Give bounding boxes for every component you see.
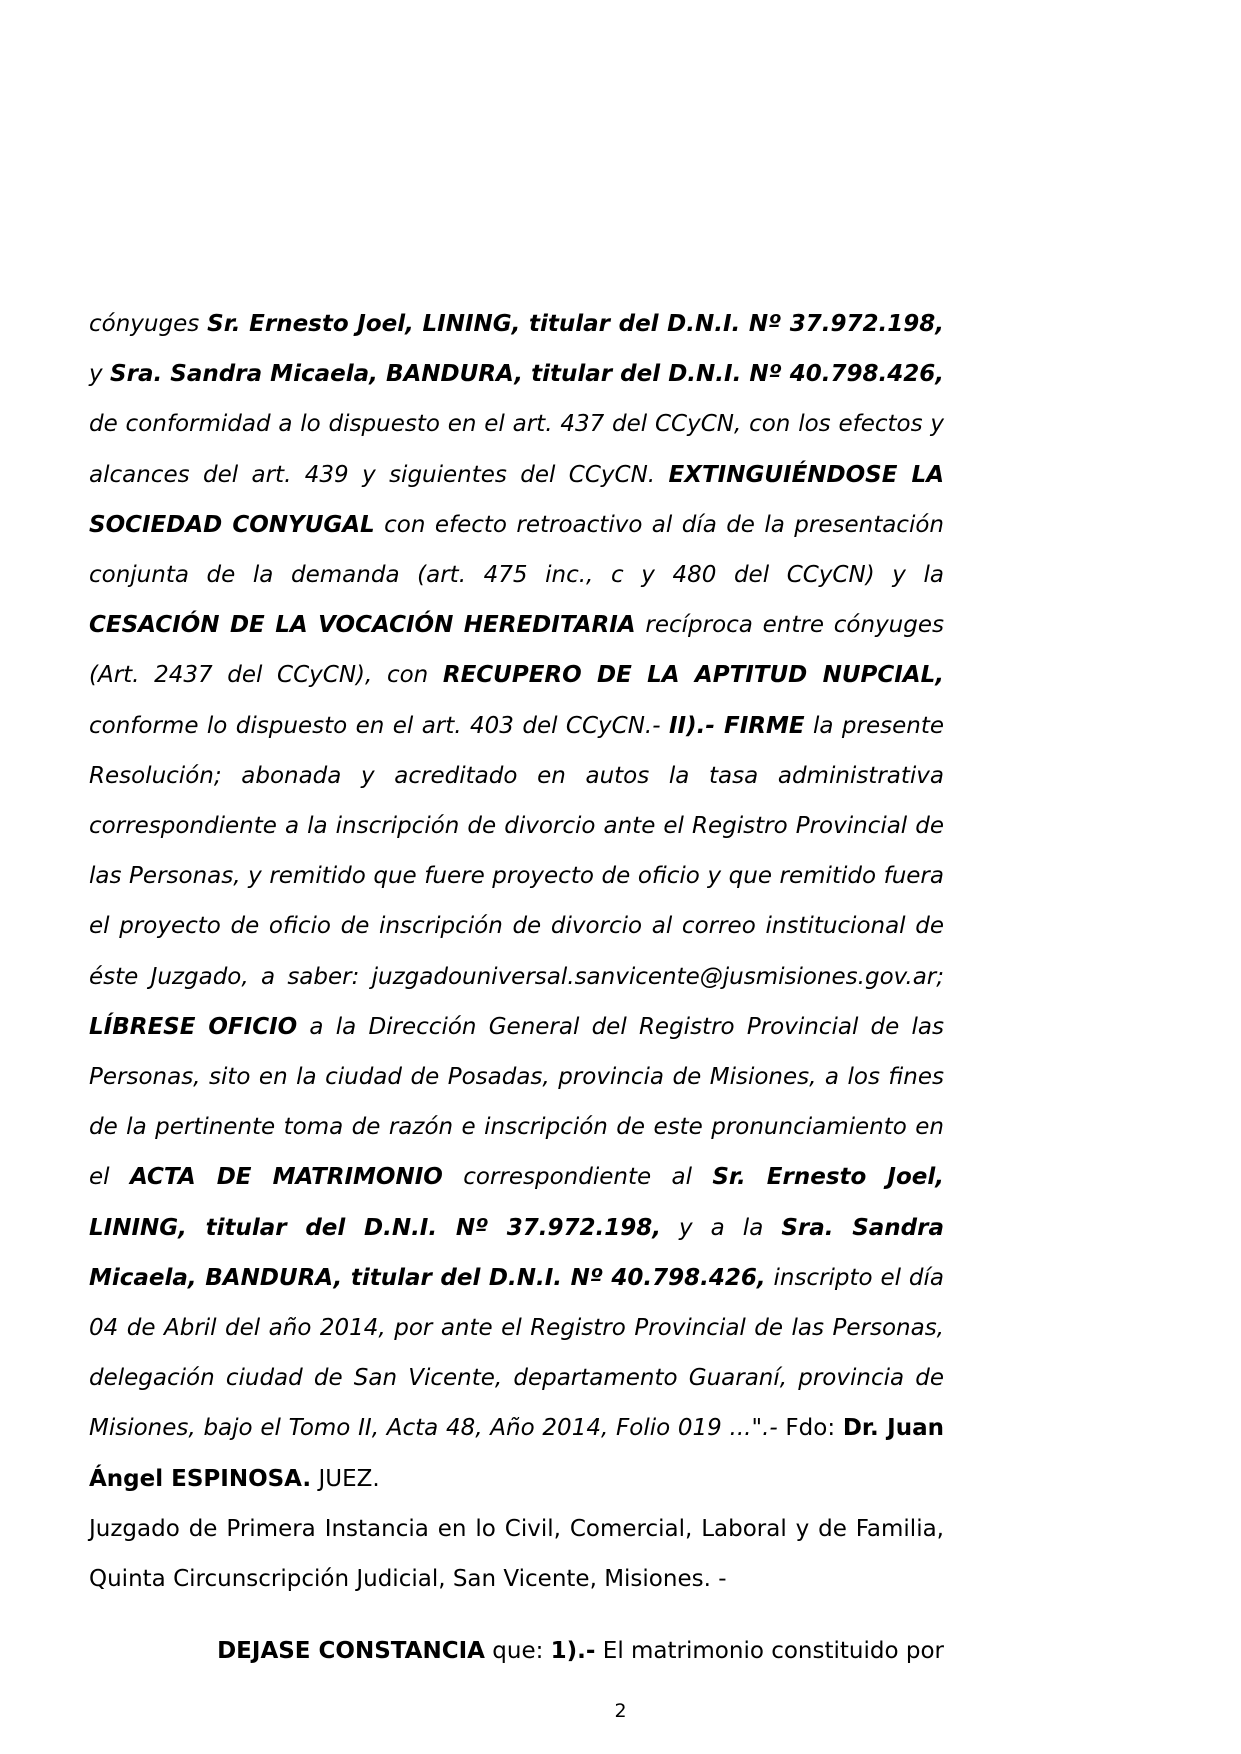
text-run: la presente Resolución; abonada y acreditado en autos la tasa administrativa correspondiente a la inscripción de divorcio ante el Registro Provincial de las Personas, y remitido que fuere proyecto de oficio y que remitido fuera el proyecto de oficio de inscripción de divorcio al correo institucional de éste Juzgado, a saber: juzgadouniversal.sanvicente@jusmisiones.gov.ar; [89, 712, 945, 990]
emphasis-aptitud-nupcial: RECUPERO DE LA APTITUD NUPCIAL, [442, 662, 945, 689]
body-text [89, 299, 944, 1676]
emphasis-firme: II).- FIRME [668, 712, 805, 739]
judge-name: Dr. Juan Ángel ESPINOSA. [89, 1415, 944, 1492]
text-run: inscripto el día 04 de Abril del año 2014, por ante el Registro Provincial de las Personas, delegación ciudad de San Vicente, departamento Guaraní, provincia de Misiones, bajo el Tomo II, Acta 48, Año 2014, Folio 019 ...".- [89, 1264, 944, 1442]
emphasis-librese-oficio: LÍBRESE OFICIO [89, 1013, 298, 1040]
text-run: recíproca entre cónyuges (Art. 2437 del CCyCN), con [89, 612, 944, 689]
text-run: a la Dirección General del Registro Provincial de las Personas, sito en la ciudad de Posadas, provincia de Misiones, a los fines de la pertinente toma de razón e inscripción de este pronunciamiento en el [89, 1013, 945, 1191]
text-run: y [89, 361, 111, 388]
text-run: con efecto retroactivo al día de la presentación conjunta de la demanda (art. 475 inc., c y 480 del CCyCN) y la [89, 511, 944, 589]
constancia-paragraph [89, 1626, 944, 1676]
emphasis-vocacion-hereditaria: CESACIÓN DE LA VOCACIÓN HEREDITARIA [89, 612, 636, 639]
text-run: Fdo: [785, 1415, 843, 1442]
page-number: 2 [614, 1700, 627, 1722]
text-run: conforme lo dispuesto en el art. 403 del CCyCN.- [89, 712, 669, 739]
text-run: El matrimonio constituido por [595, 1638, 944, 1665]
text-run: correspondiente al [442, 1164, 713, 1191]
resolution-paragraph [89, 299, 944, 1504]
text-run: que: [484, 1638, 551, 1665]
text-run: de conformidad a lo dispuesto en el art. 437 del CCyCN, con los efectos y alcances del art. 439 y siguientes del CCyCN. [89, 411, 944, 488]
spouse-2-identification: Sra. Sandra Micaela, BANDURA, titular del D.N.I. Nº 40.798.426, [110, 361, 944, 388]
emphasis-acta-matrimonio: ACTA DE MATRIMONIO [129, 1164, 443, 1191]
spouse-2-identification: Sra. Sandra Micaela, BANDURA, titular del D.N.I. Nº 40.798.426, [89, 1214, 944, 1291]
judge-title: JUEZ. [311, 1465, 380, 1492]
emphasis-sociedad-conyugal: EXTINGUIÉNDOSE LA SOCIEDAD CONYUGAL [89, 461, 944, 538]
court-identification: Juzgado de Primera Instancia en lo Civil, Comercial, Laboral y de Familia, Quinta Circunscripción Judicial, San Vicente, Misiones. - [89, 1515, 944, 1593]
item-number: 1).- [550, 1638, 596, 1665]
text-run: cónyuges [89, 311, 208, 337]
spacer [89, 1604, 944, 1626]
text-run: y a la [661, 1214, 782, 1241]
spouse-1-identification: Sr. Ernesto Joel, LINING, titular del D.N.I. Nº 37.972.198, [207, 311, 944, 337]
spouse-1-identification: Sr. Ernesto Joel, LINING, titular del D.N.I. Nº 37.972.198, [89, 1164, 944, 1241]
emphasis-dejase-constancia: DEJASE CONSTANCIA [217, 1638, 485, 1665]
